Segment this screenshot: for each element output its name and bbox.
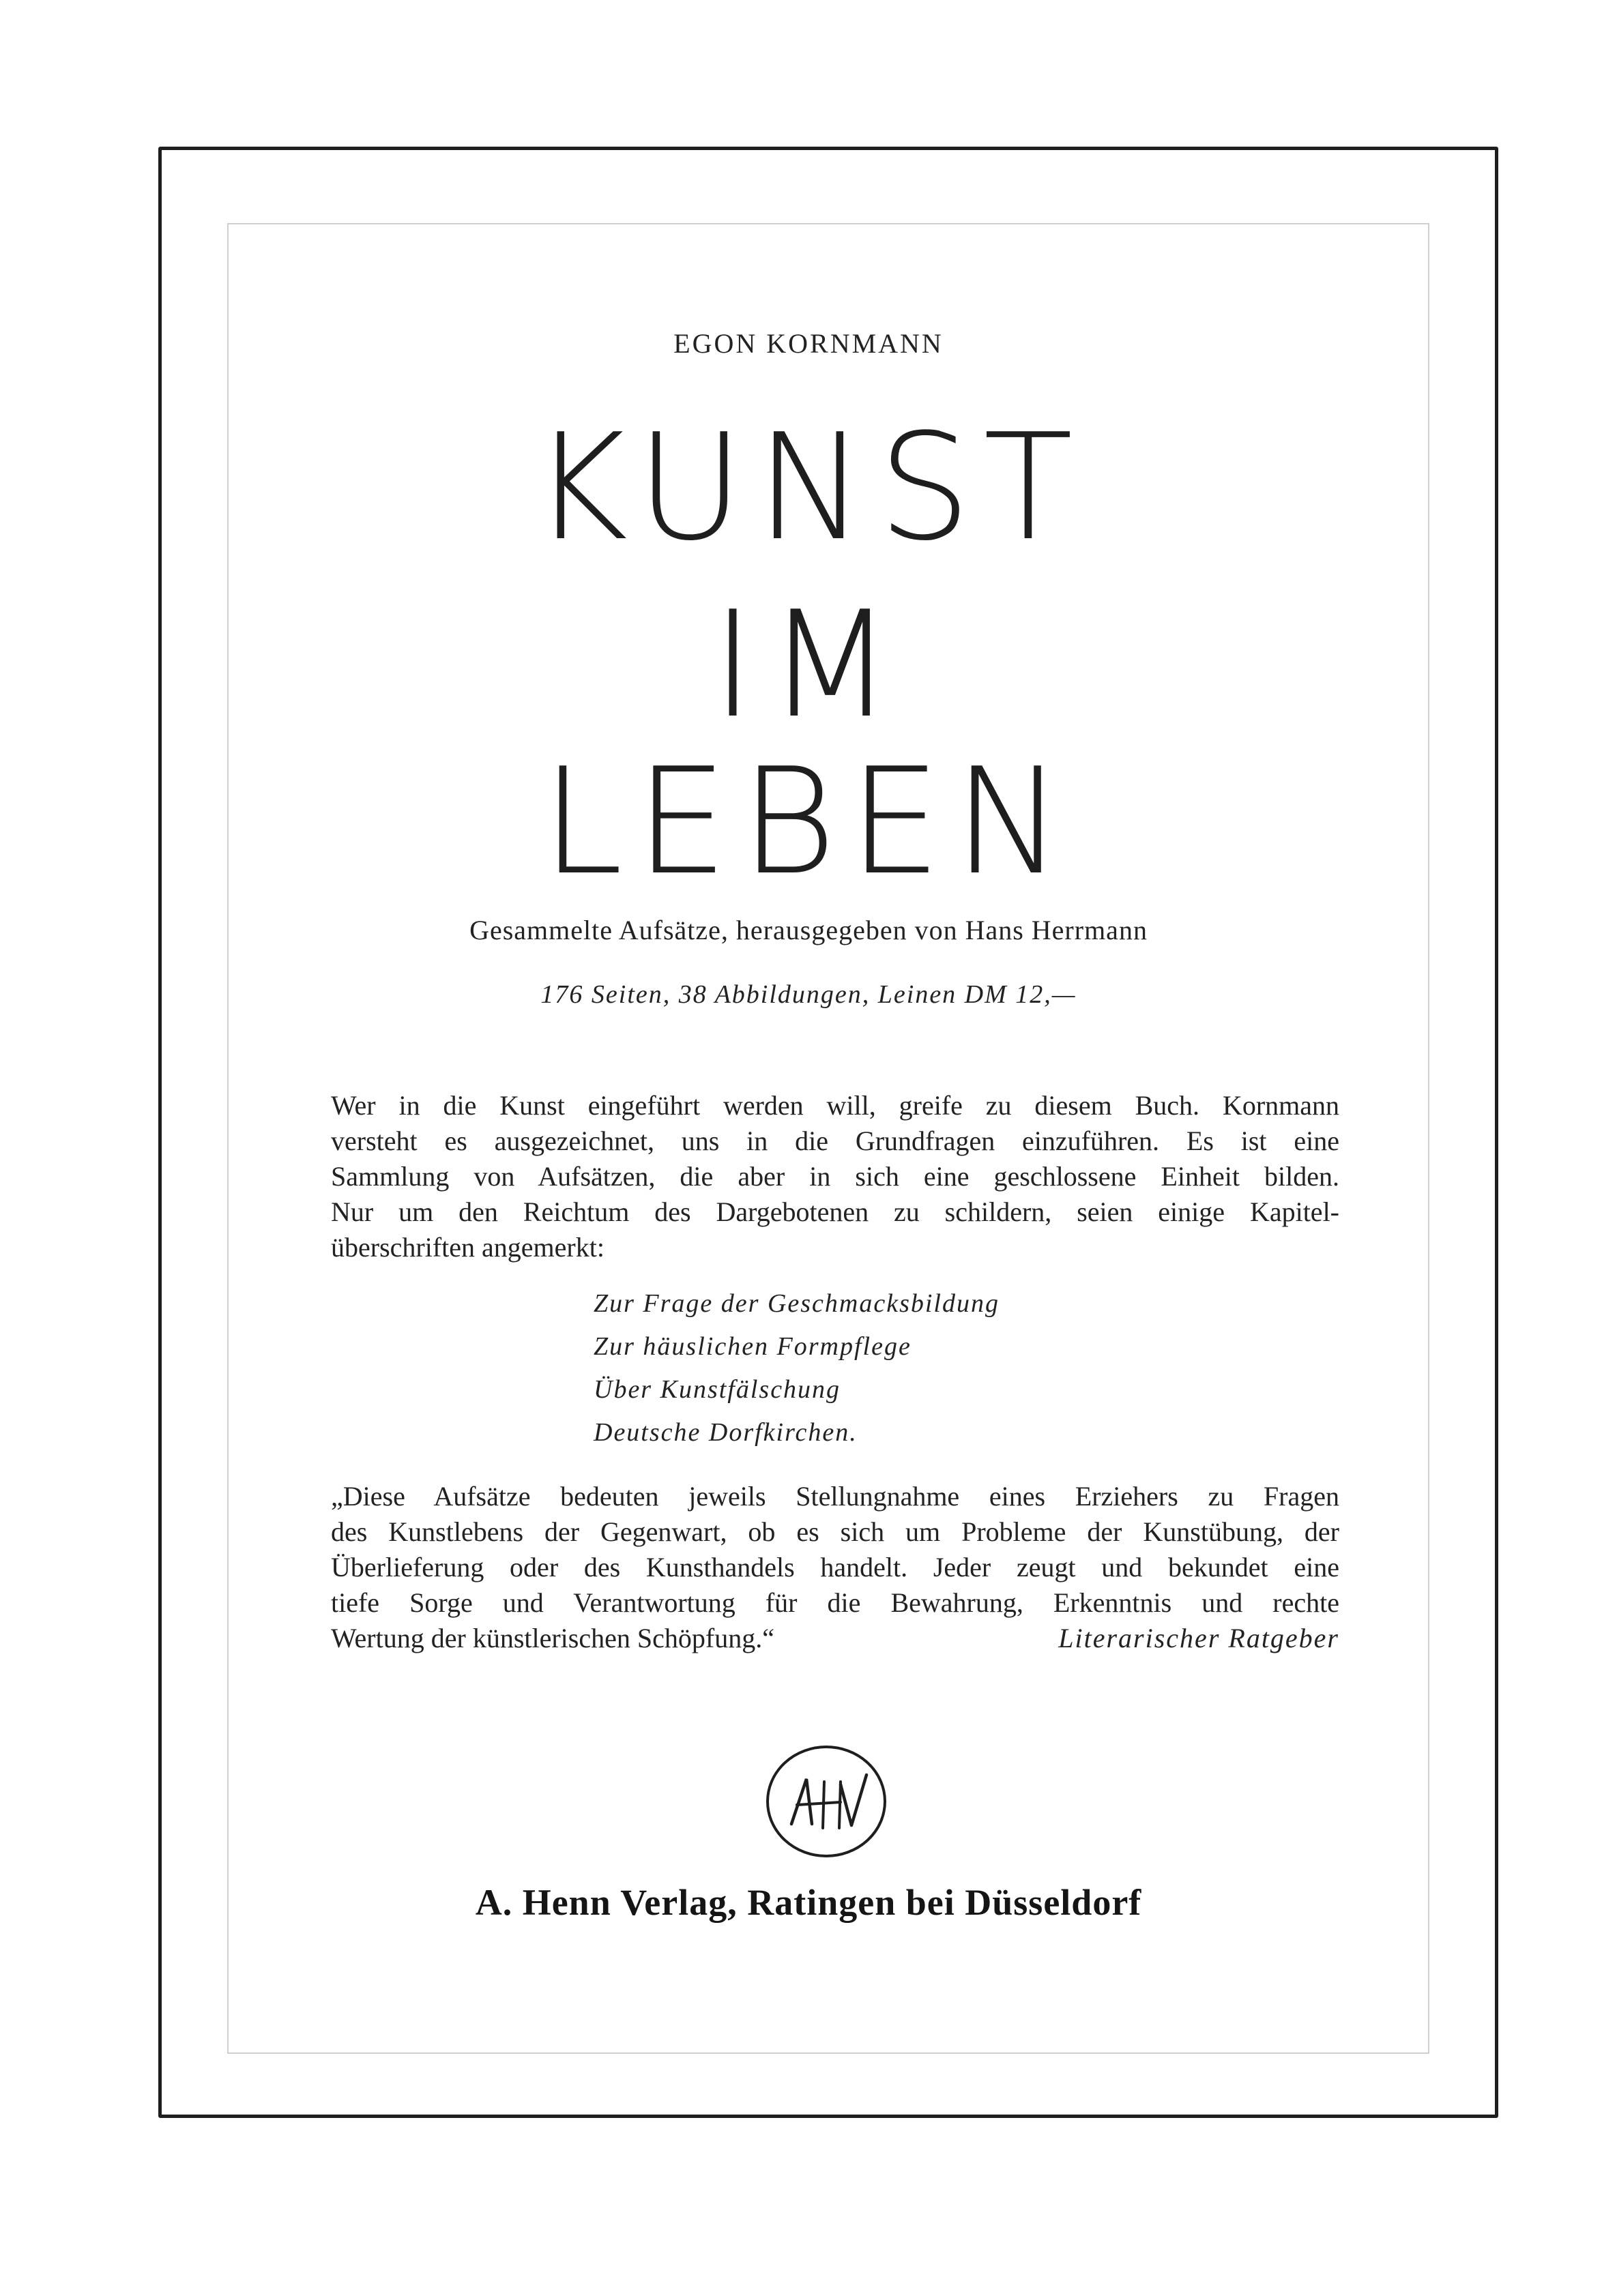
chapter-item: Zur häuslichen Formpflege — [594, 1332, 912, 1361]
title-line-1: KUNST — [531, 402, 1086, 573]
quote-line: tiefe Sorge und Verantwortung für die Bewahrung, Erkenntnis und rechte — [331, 1587, 1339, 1618]
quote-paragraph — [331, 1479, 1339, 1656]
chapter-item: Zur Frage der Geschmacksbildung — [594, 1289, 1000, 1318]
chapter-item: Über Kunstfälschung — [594, 1375, 841, 1404]
quote-source: Literarischer Ratgeber — [1058, 1623, 1339, 1653]
author-name: EGON KORNMANN — [673, 328, 944, 359]
intro-line: Wer in die Kunst eingeführt werden will, greife zu diesem Buch. Kornmann — [331, 1090, 1339, 1121]
intro-paragraph — [331, 1088, 1339, 1265]
title-line-3: LEBEN — [541, 736, 1076, 907]
title-line-2: IM — [711, 579, 906, 750]
publisher-logo-icon — [764, 1743, 888, 1859]
quote-last-line — [331, 1621, 1339, 1656]
intro-line: überschriften angemerkt: — [331, 1232, 604, 1263]
book-subtitle: Gesammelte Aufsätze, herausgegeben von Hans Herrmann — [469, 915, 1148, 945]
book-specs: 176 Seiten, 38 Abbildungen, Leinen DM 12,— — [540, 980, 1077, 1009]
quote-line: Überlieferung oder des Kunsthandels handelt. Jeder zeugt und bekundet eine — [331, 1552, 1339, 1583]
intro-line: Nur um den Reichtum des Dargebotenen zu schildern, seien einige Kapitel- — [331, 1196, 1339, 1227]
intro-line: Sammlung von Aufsätzen, die aber in sich eine geschlossene Einheit bilden. — [331, 1161, 1339, 1192]
quote-ending: Wertung der künstlerischen Schöpfung.“ — [331, 1623, 774, 1653]
chapter-item: Deutsche Dorfkirchen. — [594, 1418, 858, 1447]
publisher-name: A. Henn Verlag, Ratingen bei Düsseldorf — [475, 1882, 1142, 1923]
quote-line: „Diese Aufsätze bedeuten jeweils Stellungnahme eines Erziehers zu Fragen — [331, 1481, 1339, 1512]
chapter-list — [594, 1282, 1000, 1454]
intro-line: versteht es ausgezeichnet, uns in die Grundfragen einzuführen. Es ist eine — [331, 1125, 1339, 1156]
quote-line: des Kunstlebens der Gegenwart, ob es sich um Probleme der Kunstübung, der — [331, 1516, 1339, 1547]
